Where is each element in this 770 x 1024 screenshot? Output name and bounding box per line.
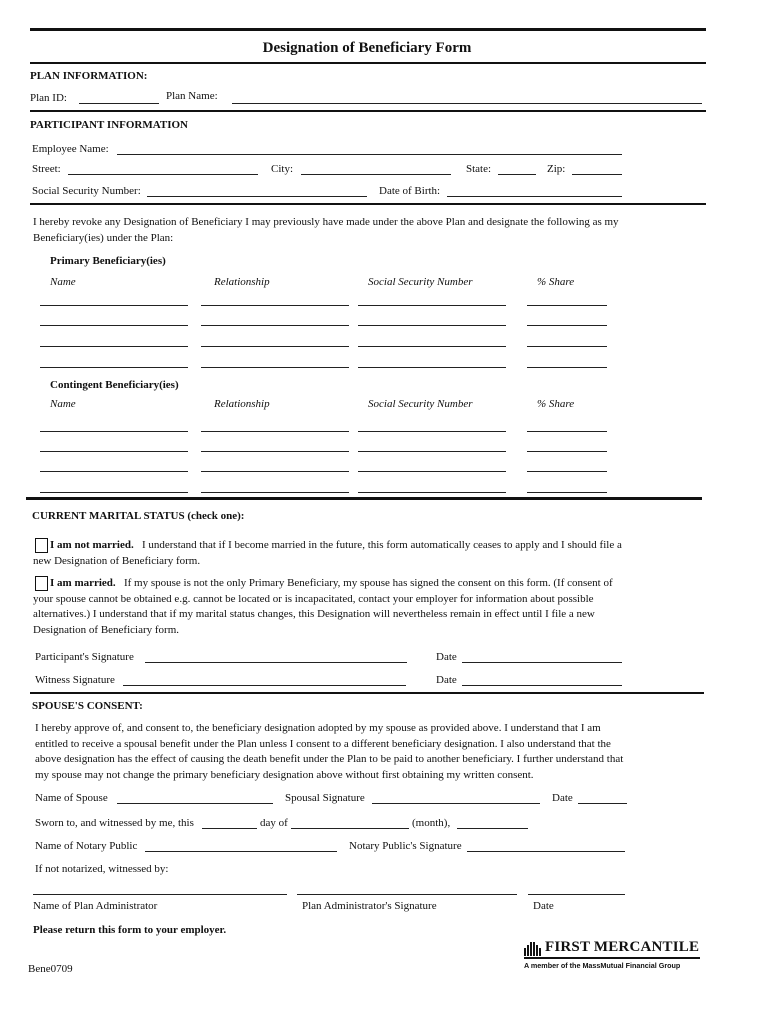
- plan-name-field[interactable]: [232, 103, 702, 104]
- primary-2-name[interactable]: [40, 325, 188, 326]
- primary-1-ssn[interactable]: [358, 305, 506, 306]
- witness-sig-field[interactable]: [123, 685, 406, 686]
- not-married-text: I understand that if I become married in the future, this form automatically ceases to apply and I should file a new Designation of Beneficiary form.: [33, 539, 622, 567]
- sworn-label: Sworn to, and witnessed by me, this: [35, 817, 194, 829]
- ssn-label: Social Security Number:: [32, 185, 141, 197]
- married-label: I am married.: [50, 577, 116, 589]
- day-of-label: day of: [260, 817, 288, 829]
- primary-3-share[interactable]: [527, 346, 607, 347]
- participant-rule: [30, 203, 706, 205]
- top-rule: [30, 28, 706, 31]
- spouse-sig-label: Spousal Signature: [285, 792, 365, 804]
- city-label: City:: [271, 163, 294, 175]
- primary-1-name[interactable]: [40, 305, 188, 306]
- primary-4-name[interactable]: [40, 367, 188, 368]
- logo-tagline: A member of the MassMutual Financial Group: [524, 961, 681, 970]
- spouse-name-label: Name of Spouse: [35, 792, 108, 804]
- contingent-col-share: % Share: [537, 398, 575, 410]
- employee-name-label: Employee Name:: [32, 143, 109, 155]
- admin-date-field[interactable]: [528, 894, 625, 895]
- state-field[interactable]: [498, 174, 536, 175]
- spouse-sig-field[interactable]: [372, 803, 540, 804]
- contingent-2-relationship[interactable]: [201, 451, 349, 452]
- contingent-2-share[interactable]: [527, 451, 607, 452]
- not-married-option: [33, 538, 633, 569]
- notary-sig-label: Notary Public's Signature: [349, 840, 462, 852]
- ssn-field[interactable]: [147, 196, 367, 197]
- contingent-4-ssn[interactable]: [358, 492, 506, 493]
- admin-sig-field[interactable]: [297, 894, 517, 895]
- plan-rule: [30, 110, 706, 112]
- contingent-col-relationship: Relationship: [214, 398, 270, 410]
- primary-col-share: % Share: [537, 276, 575, 288]
- contingent-col-ssn: Social Security Number: [368, 398, 473, 410]
- sworn-year-field[interactable]: [457, 828, 528, 829]
- contingent-3-name[interactable]: [40, 471, 188, 472]
- admin-name-field[interactable]: [33, 894, 287, 895]
- contingent-3-ssn[interactable]: [358, 471, 506, 472]
- primary-2-relationship[interactable]: [201, 325, 349, 326]
- contingent-1-ssn[interactable]: [358, 431, 506, 432]
- contingent-heading: Contingent Beneficiary(ies): [50, 379, 179, 391]
- contingent-2-name[interactable]: [40, 451, 188, 452]
- primary-col-ssn: Social Security Number: [368, 276, 473, 288]
- primary-4-share[interactable]: [527, 367, 607, 368]
- city-field[interactable]: [301, 174, 451, 175]
- contingent-3-share[interactable]: [527, 471, 607, 472]
- spouse-name-field[interactable]: [117, 803, 273, 804]
- contingent-4-share[interactable]: [527, 492, 607, 493]
- sworn-month-field[interactable]: [291, 828, 409, 829]
- marital-heading: CURRENT MARITAL STATUS (check one):: [32, 510, 245, 522]
- primary-3-name[interactable]: [40, 346, 188, 347]
- company-logo: [524, 939, 704, 970]
- contingent-3-relationship[interactable]: [201, 471, 349, 472]
- participant-sig-field[interactable]: [145, 662, 407, 663]
- notary-name-label: Name of Notary Public: [35, 840, 138, 852]
- street-label: Street:: [32, 163, 61, 175]
- notary-sig-field[interactable]: [467, 851, 625, 852]
- marital-rule: [30, 692, 704, 694]
- beneficiary-rule: [26, 497, 702, 500]
- plan-id-field[interactable]: [79, 103, 159, 104]
- zip-field[interactable]: [572, 174, 622, 175]
- dob-field[interactable]: [447, 196, 622, 197]
- witness-date-label: Date: [436, 674, 457, 686]
- witness-sig-label: Witness Signature: [35, 674, 115, 686]
- primary-1-relationship[interactable]: [201, 305, 349, 306]
- not-notarized-label: If not notarized, witnessed by:: [35, 863, 169, 875]
- witness-date-field[interactable]: [462, 685, 622, 686]
- participant-date-field[interactable]: [462, 662, 622, 663]
- logo-rule: [524, 957, 700, 959]
- form-code: Bene0709: [28, 963, 73, 975]
- logo-bars-icon: [524, 942, 542, 956]
- plan-id-label: Plan ID:: [30, 92, 67, 104]
- primary-2-share[interactable]: [527, 325, 607, 326]
- primary-col-relationship: Relationship: [214, 276, 270, 288]
- dob-label: Date of Birth:: [379, 185, 441, 197]
- employee-name-field[interactable]: [117, 154, 622, 155]
- primary-4-relationship[interactable]: [201, 367, 349, 368]
- street-field[interactable]: [68, 174, 258, 175]
- spouse-consent-text: I hereby approve of, and consent to, the beneficiary designation adopted by my spouse as provided above. I understand that I am entitled to receive a spousal benefit under the Plan unless I consent to a different beneficiary designation. I also understand that the above designation has the effect of causing the death benefit under the Plan to be paid to another beneficiary. I further understand that my spouse may not change the primary beneficiary designation above without first obtaining my written consent.: [35, 722, 624, 781]
- participant-sig-label: Participant's Signature: [35, 651, 134, 663]
- zip-label: Zip:: [547, 163, 566, 175]
- contingent-2-ssn[interactable]: [358, 451, 506, 452]
- state-label: State:: [466, 163, 492, 175]
- primary-col-name: Name: [50, 276, 76, 288]
- return-instructions: Please return this form to your employer.: [33, 924, 227, 936]
- married-text: If my spouse is not the only Primary Beneficiary, my spouse has signed the consent on this form. (If consent of your spouse cannot be obtained e.g. cannot be located or is incapacitated, contact your employer for information about possible alternatives.) I understand that if my marital status changes, this Designation will nevertheless remain in effect until I file a new Designation of Beneficiary form.: [33, 577, 613, 636]
- participant-heading: PARTICIPANT INFORMATION: [30, 119, 188, 131]
- primary-3-ssn[interactable]: [358, 346, 506, 347]
- notary-name-field[interactable]: [145, 851, 337, 852]
- month-label: (month),: [412, 817, 451, 829]
- admin-name-label: Name of Plan Administrator: [33, 900, 158, 912]
- contingent-4-relationship[interactable]: [201, 492, 349, 493]
- contingent-1-name[interactable]: [40, 431, 188, 432]
- not-married-label: I am not married.: [50, 539, 134, 551]
- married-option: [33, 576, 633, 638]
- plan-heading: PLAN INFORMATION:: [30, 70, 148, 82]
- logo-name: FIRST MERCANTILE: [545, 939, 700, 955]
- plan-name-label: Plan Name:: [166, 90, 218, 102]
- contingent-1-relationship[interactable]: [201, 431, 349, 432]
- primary-heading: Primary Beneficiary(ies): [50, 255, 166, 267]
- admin-date-label: Date: [533, 900, 554, 912]
- primary-1-share[interactable]: [527, 305, 607, 306]
- participant-date-label: Date: [436, 651, 457, 663]
- primary-4-ssn[interactable]: [358, 367, 506, 368]
- contingent-col-name: Name: [50, 398, 76, 410]
- beneficiary-intro: I hereby revoke any Designation of Beneficiary I may previously have made under the above Plan and designate the following as my Beneficiary(ies) under the Plan:: [33, 216, 619, 244]
- page-title: Designation of Beneficiary Form: [262, 40, 472, 56]
- contingent-4-name[interactable]: [40, 492, 188, 493]
- spouse-heading: SPOUSE'S CONSENT:: [32, 700, 143, 712]
- sworn-day-field[interactable]: [202, 828, 257, 829]
- admin-sig-label: Plan Administrator's Signature: [302, 900, 437, 912]
- primary-2-ssn[interactable]: [358, 325, 506, 326]
- spouse-date-label: Date: [552, 792, 573, 804]
- primary-3-relationship[interactable]: [201, 346, 349, 347]
- spouse-date-field[interactable]: [578, 803, 627, 804]
- title-rule: [30, 62, 706, 64]
- contingent-1-share[interactable]: [527, 431, 607, 432]
